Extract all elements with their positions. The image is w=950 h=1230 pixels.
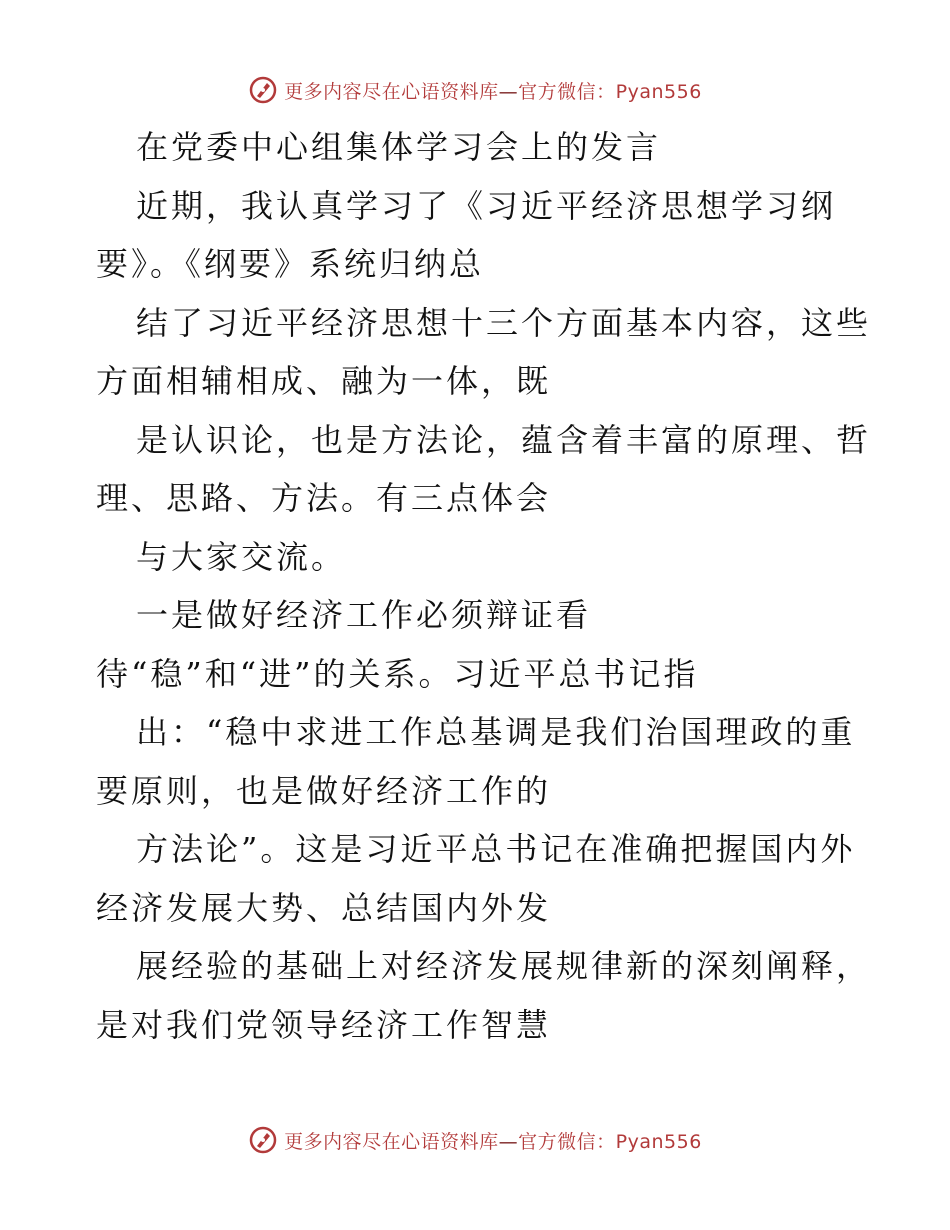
- text-line: 与大家交流。: [136, 537, 347, 576]
- text-line: 方面相辅相成、融为一体，既: [96, 362, 552, 400]
- text-line: 方法论”。这是习近平总书记在准确把握国内外: [136, 830, 856, 868]
- text-line: 理、思路、方法。有三点体会: [96, 479, 552, 517]
- text-line: 要》。《纲要》系统归纳总: [96, 245, 485, 283]
- pen-nib-circle-icon: [248, 75, 278, 105]
- watermark-separator: —: [498, 80, 519, 103]
- document-body: [96, 118, 872, 1054]
- watermark-library-name: 更多内容尽在心语资料库: [284, 80, 499, 103]
- pen-nib-circle-icon: [248, 1125, 278, 1155]
- watermark-wechat: 官方微信：Pyan556: [518, 1130, 702, 1153]
- watermark-text: [284, 1127, 702, 1154]
- text-line: 经济发展大势、总结国内外发: [96, 888, 552, 927]
- document-title: 在党委中心组集体学习会上的发言: [136, 128, 662, 166]
- header-watermark-banner: [0, 70, 950, 110]
- watermark-library-name: 更多内容尽在心语资料库: [284, 1130, 499, 1153]
- watermark-separator: —: [498, 1130, 519, 1153]
- text-line: 近期，我认真学习了《习近平经济思想学习纲: [136, 186, 837, 225]
- text-line: 结了习近平经济思想十三个方面基本内容，这些: [136, 303, 872, 342]
- text-line: 是对我们党领导经济工作智慧: [96, 1005, 552, 1044]
- watermark-text: [284, 77, 702, 104]
- text-line: 一是做好经济工作必须辩证看: [136, 596, 592, 634]
- watermark-wechat: 官方微信：Pyan556: [518, 80, 702, 103]
- text-line: 待“稳”和“进”的关系。习近平总书记指: [96, 654, 699, 693]
- text-line: 展经验的基础上对经济发展规律新的深刻阐释，: [136, 947, 872, 985]
- text-line: 出：“稳中求进工作总基调是我们治国理政的重: [136, 713, 856, 751]
- text-line: 是认识论，也是方法论，蕴含着丰富的原理、哲: [136, 420, 872, 459]
- text-line: 要原则，也是做好经济工作的: [96, 771, 552, 810]
- footer-watermark-banner: [0, 1120, 950, 1160]
